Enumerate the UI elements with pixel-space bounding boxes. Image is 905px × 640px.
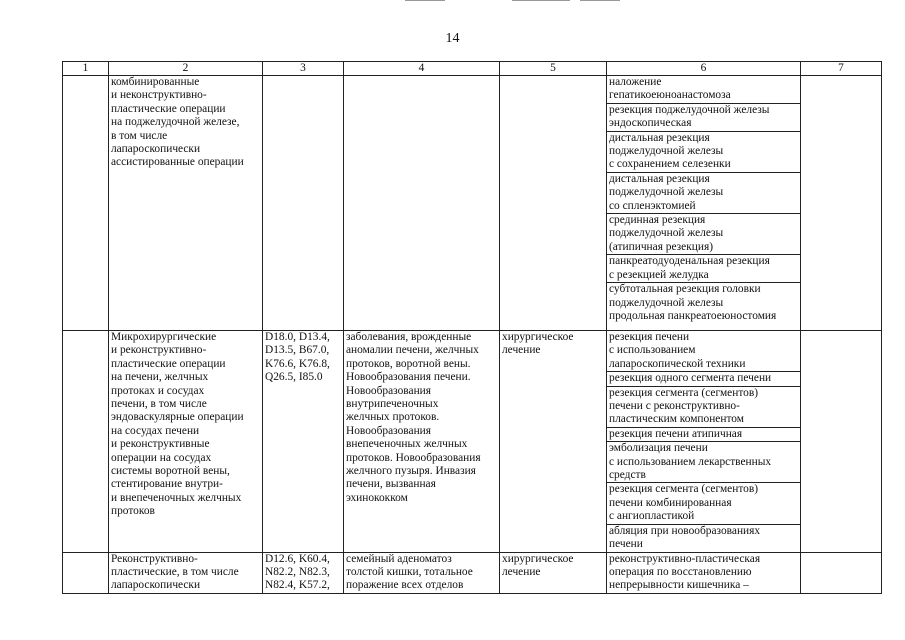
- method-item: резекция печени с использованием лапароскопической техники: [607, 331, 800, 372]
- method-item: резекция поджелудочной железы эндоскопическая: [607, 104, 800, 132]
- table-row: [63, 76, 882, 331]
- table-row: [63, 552, 882, 593]
- method-item: дистальная резекция поджелудочной железы со спленэктомией: [607, 173, 800, 214]
- cell-methods: [607, 331, 801, 553]
- cell-methods: [607, 552, 801, 593]
- cell-col1: [63, 76, 109, 331]
- cell-procedure-group: комбинированные и неконструктивно- пластические операции на поджелудочной железе, в том числе лапароскопически ассистированные операции: [109, 76, 263, 331]
- method-item: резекция одного сегмента печени: [607, 372, 800, 386]
- cell-col7: [801, 552, 882, 593]
- table-row: [63, 331, 882, 553]
- cell-procedure-group: Реконструктивно- пластические, в том числе лапароскопически: [109, 552, 263, 593]
- cell-col1: [63, 331, 109, 553]
- method-item: эмболизация печени с использованием лекарственных средств: [607, 442, 800, 483]
- method-item: резекция сегмента (сегментов) печени комбинированная с ангиопластикой: [607, 483, 800, 524]
- method-item: срединная резекция поджелудочной железы (атипичная резекция): [607, 214, 800, 255]
- method-item: панкреатодуоденальная резекция с резекцией желудка: [607, 255, 800, 283]
- procedures-table: [62, 61, 882, 594]
- cell-icd-codes: D12.6, K60.4, N82.2, N82.3, N82.4, K57.2,: [263, 552, 344, 593]
- header-col-4: 4: [344, 62, 500, 76]
- cell-col7: [801, 76, 882, 331]
- method-item: реконструктивно-пластическая операция по восстановлению непрерывности кишечника –: [609, 552, 761, 592]
- header-col-7: 7: [801, 62, 882, 76]
- cell-diagnosis: [344, 76, 500, 331]
- top-rule-left: [405, 0, 445, 1]
- cell-diagnosis: заболевания, врожденные аномалии печени, желчных протоков, воротной вены. Новообразования печени. Новообразования внутрипеченочных желчных протоков. Новообразования внепеченочных желчных протоков. Новообразования желчного пузыря. Инвазия печени, вызванная эхинококком: [344, 331, 500, 553]
- header-col-1: 1: [63, 62, 109, 76]
- cell-treatment-type: [500, 76, 607, 331]
- method-item: наложение гепатикоеюноанастомоза: [607, 76, 800, 104]
- cell-col7: [801, 331, 882, 553]
- method-item: резекция печени атипичная: [607, 428, 800, 442]
- cell-treatment-type: хирургическое лечение: [500, 331, 607, 553]
- top-rule-right: [580, 0, 620, 1]
- cell-icd-codes: D18.0, D13.4, D13.5, B67.0, K76.6, K76.8, Q26.5, I85.0: [263, 331, 344, 553]
- cell-methods: [607, 76, 801, 331]
- header-col-2: 2: [109, 62, 263, 76]
- method-item: абляция при новообразованиях печени: [609, 524, 761, 551]
- header-row: [63, 62, 882, 76]
- header-col-5: 5: [500, 62, 607, 76]
- top-rule-mid: [512, 0, 570, 1]
- method-item: дистальная резекция поджелудочной железы с сохранением селезенки: [607, 132, 800, 173]
- cell-treatment-type: хирургическое лечение: [500, 552, 607, 593]
- cell-diagnosis: семейный аденоматоз толстой кишки, тотальное поражение всех отделов: [344, 552, 500, 593]
- header-col-6: 6: [607, 62, 801, 76]
- cell-icd-codes: [263, 76, 344, 331]
- page-number: 14: [445, 31, 460, 46]
- cell-procedure-group: Микрохирургические и реконструктивно- пластические операции на печени, желчных протоках и сосудах печени, в том числе эндоваскулярные операции на сосудах печени и реконструктивные операции на сосудах системы воротной вены, стентирование внутри- и внепеченочных желчных протоков: [109, 331, 263, 553]
- method-item: субтотальная резекция головки поджелудочной железы продольная панкреатоеюностомия: [609, 283, 777, 322]
- method-item: резекция сегмента (сегментов) печени с реконструктивно- пластическим компонентом: [607, 387, 800, 428]
- header-col-3: 3: [263, 62, 344, 76]
- cell-col1: [63, 552, 109, 593]
